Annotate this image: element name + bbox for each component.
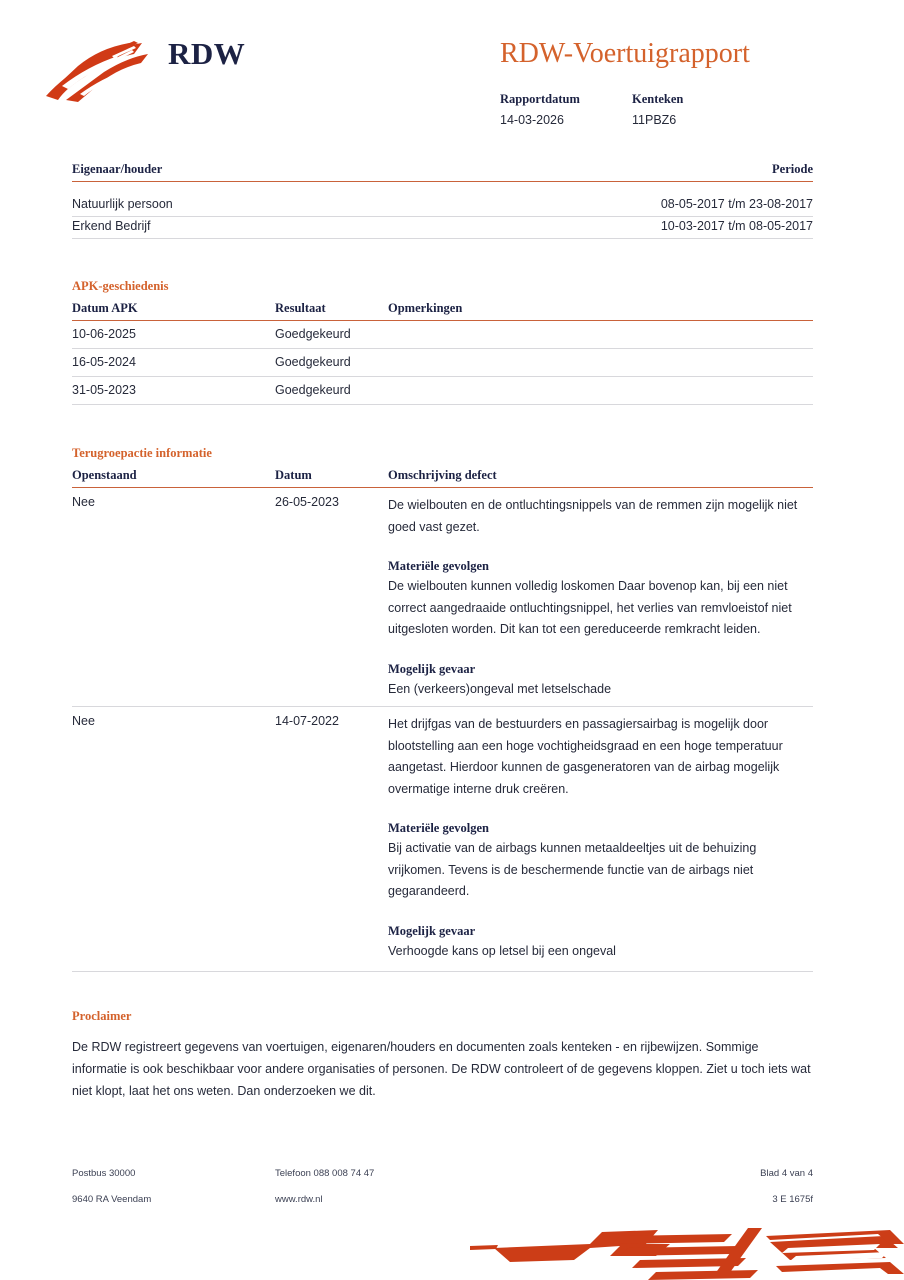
table-row	[72, 217, 813, 238]
apk-remarks	[388, 383, 813, 397]
owner-header-rule	[72, 181, 813, 182]
recall-open-status: Nee	[72, 714, 95, 728]
owner-section	[72, 162, 813, 239]
recall-detail	[388, 495, 813, 700]
apk-date: 10-06-2025	[72, 327, 136, 341]
recall-column-open: Openstaand	[72, 468, 137, 482]
footer-website[interactable]: www.rdw.nl	[275, 1194, 323, 1205]
proclaimer-section	[72, 1009, 813, 1102]
apk-table	[72, 321, 813, 405]
recall-description: De wielbouten en de ontluchtingsnippels van de remmen zijn mogelijk niet goed vast gezet.	[388, 498, 798, 534]
page-content	[72, 0, 813, 1102]
owner-period: 10-03-2017 t/m 08-05-2017	[660, 219, 813, 233]
footer-page-number: Blad 4 van 4	[760, 1168, 813, 1179]
table-row	[72, 488, 813, 700]
footer-phone: Telefoon 088 008 74 47	[275, 1168, 375, 1179]
recall-section-title: Terugroepactie informatie	[72, 446, 212, 460]
report-date-block	[500, 92, 632, 127]
plate-label: Kenteken	[632, 92, 684, 106]
possible-danger-label: Mogelijk gevaar	[388, 923, 476, 938]
report-date-value: 14-03-2026	[500, 113, 564, 127]
recall-detail	[388, 714, 813, 962]
page-title: RDW-Voertuigrapport	[500, 38, 750, 69]
recall-description: Het drijfgas van de bestuurders en passagiersairbag is mogelijk door blootstelling aan een hoge vochtigheidsgraad en een hoge temperatuur aangetast. Hierdoor kunnen de gasgeneratoren van de airbag mogelijk overmatige interne druk creëren.	[388, 717, 783, 796]
possible-danger-text: Verhoogde kans op letsel bij een ongeval	[388, 943, 616, 958]
apk-remarks	[388, 327, 813, 341]
apk-column-remarks: Opmerkingen	[388, 301, 463, 315]
recall-column-description: Omschrijving defect	[388, 468, 497, 482]
apk-section-title: APK-geschiedenis	[72, 279, 169, 293]
owner-holder: Natuurlijk persoon	[72, 197, 173, 211]
report-meta	[500, 92, 820, 127]
apk-remarks	[388, 355, 813, 369]
footer-postbus: Postbus 30000	[72, 1168, 136, 1179]
material-consequences-text: Bij activatie van de airbags kunnen metaaldeeltjes uit de behuizing vrijkomen. Tevens is de beschermende functie van de airbags niet gegarandeerd.	[388, 841, 757, 898]
apk-date: 16-05-2024	[72, 355, 136, 369]
apk-result: Goedgekeurd	[275, 383, 351, 397]
plate-value: 11PBZ6	[632, 113, 677, 127]
rdw-bottom-graphic-icon	[470, 1222, 904, 1280]
owner-table	[72, 195, 813, 239]
row-divider	[72, 238, 813, 239]
page-footer	[72, 1168, 813, 1220]
recall-section	[72, 446, 813, 972]
row-divider	[72, 404, 813, 405]
table-row	[72, 349, 813, 376]
owner-period: 08-05-2017 t/m 23-08-2017	[660, 197, 813, 211]
material-consequences-label: Materiële gevolgen	[388, 559, 489, 573]
owner-section-title: Eigenaar/houder	[72, 162, 163, 176]
rdw-feather-logo-icon	[44, 36, 164, 106]
material-consequences-label: Materiële gevolgen	[388, 821, 489, 835]
owner-period-header: Periode	[772, 162, 813, 176]
recall-date: 14-07-2022	[275, 714, 339, 728]
row-divider	[72, 971, 813, 972]
apk-section	[72, 279, 813, 405]
apk-result: Goedgekeurd	[275, 355, 351, 369]
plate-block	[632, 92, 764, 127]
recall-column-date: Datum	[275, 468, 312, 482]
apk-column-result: Resultaat	[275, 301, 326, 315]
apk-date: 31-05-2023	[72, 383, 136, 397]
document-header	[72, 0, 813, 140]
table-row	[72, 707, 813, 962]
owner-holder: Erkend Bedrijf	[72, 219, 151, 233]
table-row	[72, 195, 813, 216]
proclaimer-title: Proclaimer	[72, 1009, 132, 1023]
material-consequences-text: De wielbouten kunnen volledig loskomen Daar bovenop kan, bij een niet correct aangedraaide ontluchtingsnippel, het verlies van remvloeistof niet uitgesloten worden. Dit kan tot een gereduceerde remkracht leiden.	[388, 579, 792, 636]
table-row	[72, 377, 813, 404]
footer-form-code: 3 E 1675f	[772, 1194, 813, 1205]
recall-table	[72, 488, 813, 972]
report-date-label: Rapportdatum	[500, 92, 580, 106]
apk-result: Goedgekeurd	[275, 327, 351, 341]
table-row	[72, 321, 813, 348]
recall-date: 26-05-2023	[275, 495, 339, 509]
rdw-wordmark: RDW	[168, 36, 246, 71]
apk-column-date: Datum APK	[72, 301, 138, 315]
footer-city: 9640 RA Veendam	[72, 1194, 152, 1205]
recall-open-status: Nee	[72, 495, 95, 509]
proclaimer-body: De RDW registreert gegevens van voertuigen, eigenaren/houders en documenten zoals kenteken - en rijbewijzen. Sommige informatie is ook beschikbaar voor andere organisaties of personen. De RDW controleert of de gegevens kloppen. Ziet u toch iets wat niet klopt, laat het ons weten. Dan onderzoeken we dit.	[72, 1040, 811, 1098]
possible-danger-label: Mogelijk gevaar	[388, 661, 476, 676]
possible-danger-text: Een (verkeers)ongeval met letselschade	[388, 681, 612, 696]
